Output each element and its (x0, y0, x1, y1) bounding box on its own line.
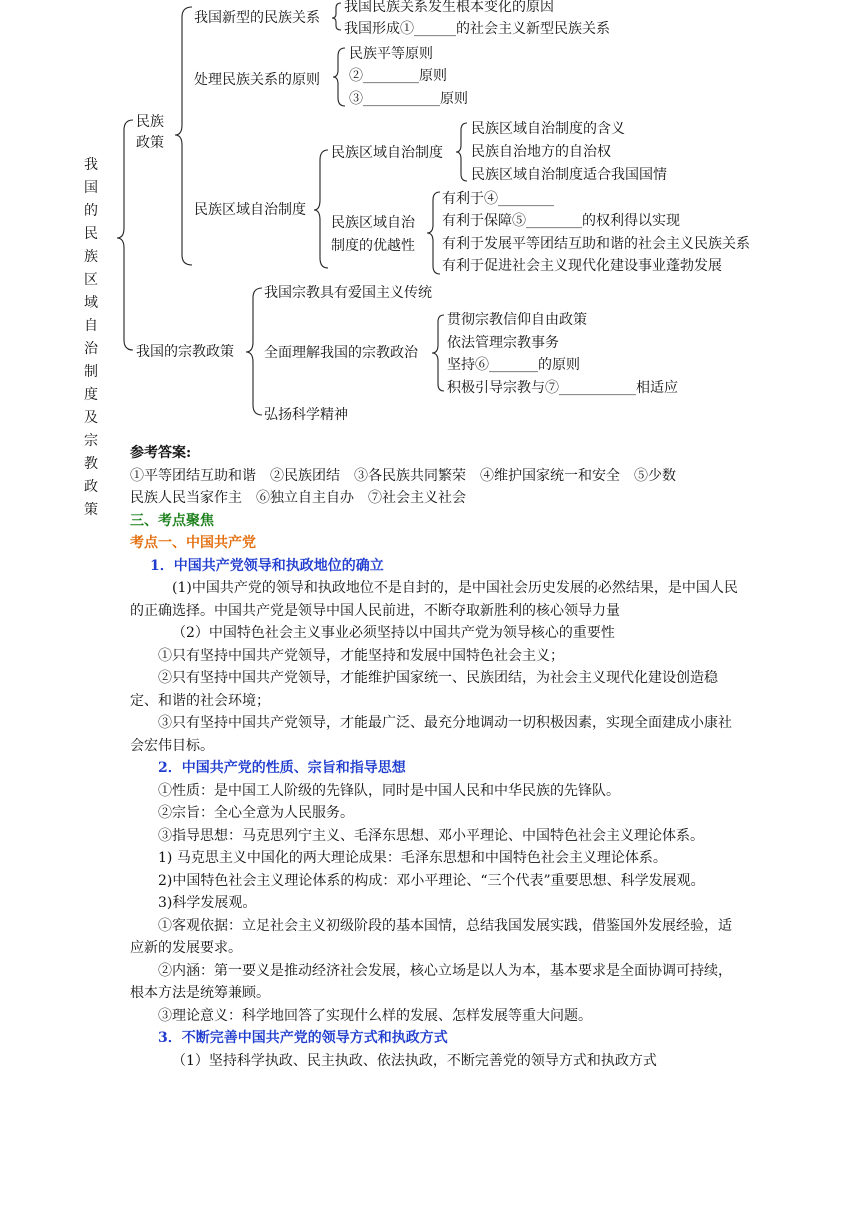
zizhi-a-item-1: 民族区域自治制度的含义 (471, 121, 625, 137)
zongjiao-2-item-2: 依法管理宗教事务 (447, 335, 559, 351)
root-brace (117, 120, 133, 350)
zizhi-label: 民族区域自治制度 (194, 202, 306, 218)
zizhi-a-item-2: 民族自治地方的自治权 (471, 144, 611, 160)
paragraph-14: ③理论意义：科学地回答了实现什么样的发展、怎样发展等重大问题。 (158, 1007, 592, 1024)
paragraph-2: （2）中国特色社会主义事业必须坚持以中国共产党为领导核心的重要性 (172, 625, 615, 641)
paragraph-15: （1）坚持科学执政、民主执政、依法执政，不断完善党的领导方式和执政方式 (172, 1052, 657, 1069)
zongjiao-2-item-1: 贯彻宗教信仰自由政策 (447, 312, 587, 328)
root-label: 我国的民族区域自治制度及宗教政策 (84, 157, 98, 518)
xinxing-item-1: 我国民族关系发生根本变化的原因 (344, 0, 554, 15)
answers-title: 参考答案: (130, 445, 192, 461)
paragraph-11: 3)科学发展观。 (158, 895, 257, 911)
paragraph-12: ①客观依据：立足社会主义初级阶段的基本国情，总结我国发展实践，借鉴国外发展经验，适应新的发展要求。 (130, 917, 732, 956)
zizhi-b-item-1: 有利于④________ (442, 191, 554, 207)
paragraph-10: 2)中国特色社会主义理论体系的构成：邓小平理论、“三个代表”重要思想、科学发展观。 (158, 872, 705, 889)
xinxing-brace (332, 3, 341, 30)
zizhi-b-label-1: 民族区域自治 (331, 215, 415, 231)
document-body (130, 442, 740, 1072)
zongjiao-brace (246, 288, 262, 415)
paragraph-1: (1)中国共产党的领导和执政地位不是自封的，是中国社会历史发展的必然结果，是中国人民的正确选择。中国共产党是领导中国人民前进，不断夺取新胜利的核心领导力量 (130, 580, 738, 619)
paragraph-4: ②只有坚持中国共产党领导，才能维护国家统一、民族团结，为社会主义现代化建设创造稳定、和谐的社会环境； (130, 670, 718, 709)
zizhi-a-brace (456, 123, 467, 181)
zizhi-b-brace (427, 192, 440, 274)
zizhi-b-item-3: 有利于发展平等团结互助和谐的社会主义民族关系 (442, 236, 750, 252)
zizhi-b-item-2: 有利于保障⑤________的权利得以实现 (442, 213, 680, 229)
xinxing-guanxi-label: 我国新型的民族关系 (194, 10, 320, 26)
paragraph-6: ①性质：是中国工人阶级的先锋队，同时是中国人民和中华民族的先锋队。 (158, 782, 620, 799)
zizhi-brace (314, 150, 328, 268)
zizhi-a-label: 民族区域自治制度 (331, 145, 443, 161)
section-heading: 三、考点聚焦 (130, 512, 214, 529)
zongjiao-item-2: 全面理解我国的宗教政治 (264, 345, 418, 361)
subheading-3: 3．不断完善中国共产党的领导方式和执政方式 (158, 1030, 448, 1046)
subheading-1: 1．中国共产党领导和执政地位的确立 (150, 557, 384, 574)
yuanze-item-1: 民族平等原则 (349, 46, 433, 62)
subheading-2: 2．中国共产党的性质、宗旨和指导思想 (158, 760, 406, 776)
paragraph-9: 1) 马克思主义中国化的两大理论成果：毛泽东思想和中国特色社会主义理论体系。 (158, 850, 667, 866)
outline-braces (0, 0, 860, 440)
zongjiao-label: 我国的宗教政策 (136, 344, 234, 360)
paragraph-13: ②内涵：第一要义是推动经济社会发展，核心立场是以人为本，基本要求是全面协调可持续，根本方法是统筹兼顾。 (130, 962, 732, 1001)
yuanze-item-2: ②________原则 (349, 68, 447, 84)
yuanze-label: 处理民族关系的原则 (194, 72, 320, 88)
paragraph-5: ③只有坚持中国共产党领导，才能最广泛、最充分地调动一切积极因素，实现全面建成小康社会宏伟目标。 (130, 715, 732, 754)
paragraph-3: ①只有坚持中国共产党领导，才能坚持和发展中国特色社会主义； (158, 647, 564, 664)
minzu-zhengce-label: 民族政策 (136, 114, 164, 151)
paragraph-7: ②宗旨：全心全意为人民服务。 (158, 805, 354, 821)
zizhi-b-item-4: 有利于促进社会主义现代化建设事业蓬勃发展 (442, 258, 722, 274)
zongjiao-2-brace (432, 315, 444, 391)
point-heading: 考点一、中国共产党 (130, 535, 256, 551)
answers-line-1: ①平等团结互助和谐 ②民族团结 ③各民族共同繁荣 ④维护国家统一和安全 ⑤少数 (130, 467, 676, 484)
minzu-brace (175, 7, 192, 265)
yuanze-brace (333, 48, 345, 106)
zizhi-b-label-2: 制度的优越性 (331, 238, 415, 254)
zongjiao-2-item-4: 积极引导宗教与⑦___________相适应 (447, 380, 678, 396)
zongjiao-item-3: 弘扬科学精神 (264, 407, 348, 423)
zongjiao-item-1: 我国宗教具有爱国主义传统 (264, 285, 432, 301)
zongjiao-2-item-3: 坚持⑥_______的原则 (447, 357, 580, 373)
paragraph-8: ③指导思想：马克思列宁主义、毛泽东思想、邓小平理论、中国特色社会主义理论体系。 (158, 827, 704, 844)
yuanze-item-3: ③___________原则 (349, 91, 468, 107)
answers-line-2: 民族人民当家作主 ⑥独立自主自办 ⑦社会主义社会 (130, 490, 466, 506)
xinxing-item-2: 我国形成①______的社会主义新型民族关系 (344, 21, 610, 37)
zizhi-a-item-3: 民族区域自治制度适合我国国情 (471, 167, 667, 183)
